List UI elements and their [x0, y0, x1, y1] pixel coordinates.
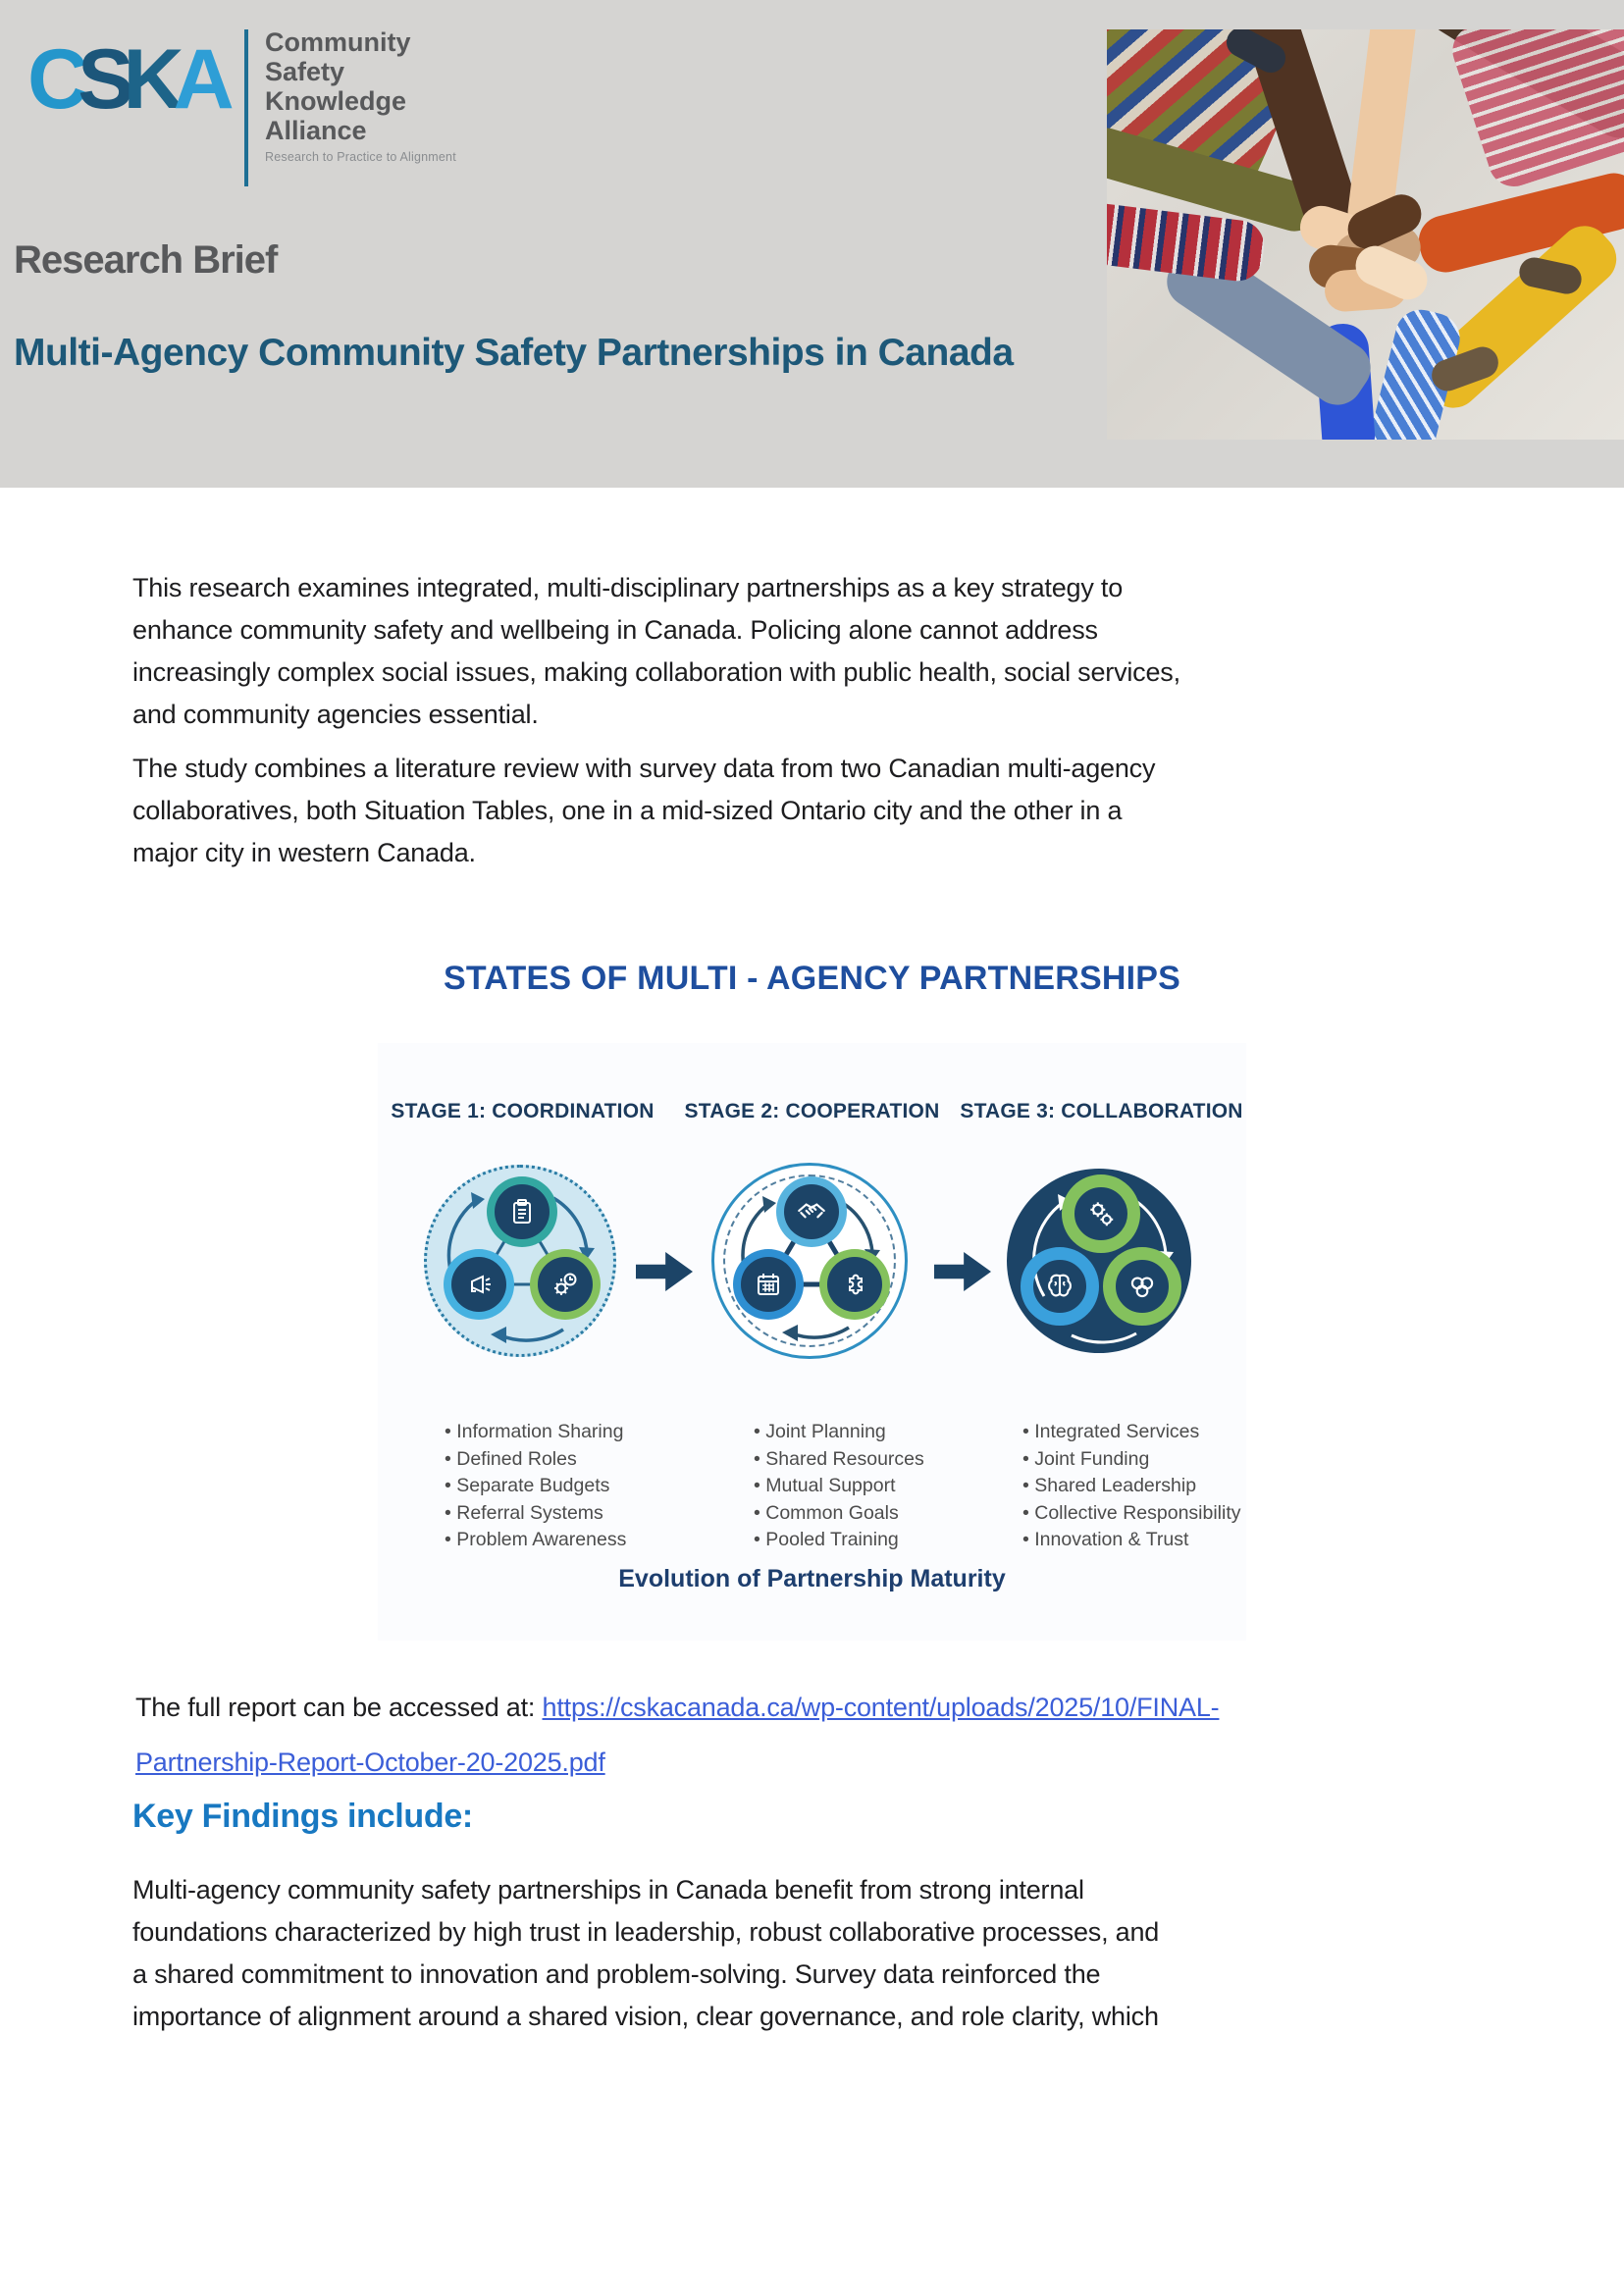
cooperation-node: [819, 1249, 890, 1320]
text-line: importance of alignment around a shared vision, clear governance, and role clarity, which: [132, 2002, 1159, 2031]
list-item: • Integrated Services: [1022, 1419, 1241, 1446]
report-link-line-2: [135, 1735, 1219, 1790]
text-line: Multi-agency community safety partnerships in Canada benefit from strong internal: [132, 1875, 1084, 1905]
text-line: The study combines a literature review with survey data from two Canadian multi-agency: [132, 754, 1156, 783]
key-findings-heading: Key Findings include:: [132, 1798, 473, 1835]
intro-paragraph-1: [132, 567, 1180, 736]
list-item: • Information Sharing: [445, 1419, 626, 1446]
cska-logo: [27, 32, 224, 127]
stage-3-list: [1022, 1419, 1241, 1554]
list-item: • Shared Resources: [754, 1446, 924, 1474]
stage-2-list: [754, 1419, 924, 1554]
org-tagline: Research to Practice to Alignment: [265, 150, 456, 164]
text-line: This research examines integrated, multi-disciplinary partnerships as a key strategy to: [132, 573, 1124, 602]
coordination-node: [487, 1176, 557, 1247]
stage-3-header: STAGE 3: COLLABORATION: [960, 1100, 1243, 1122]
photo-shirt: [1446, 29, 1624, 193]
list-item: • Innovation & Trust: [1022, 1527, 1241, 1554]
text-line: foundations characterized by high trust in leadership, robust collaborative processes, and: [132, 1917, 1160, 1947]
text-line: and community agencies essential.: [132, 700, 539, 729]
coordination-node: [530, 1249, 601, 1320]
list-item: • Defined Roles: [445, 1446, 626, 1474]
list-item: • Joint Planning: [754, 1419, 924, 1446]
logo-divider: [244, 29, 248, 186]
diagram-heading: STATES OF MULTI - AGENCY PARTNERSHIPS: [443, 960, 1181, 997]
stage-2-header: STAGE 2: COOPERATION: [684, 1100, 940, 1122]
document-type-heading: Research Brief: [14, 238, 278, 282]
logo-letter: K: [123, 32, 174, 127]
text-line: increasingly complex social issues, making collaboration with public health, social services,: [132, 657, 1180, 687]
text-line: enhance community safety and wellbeing in Canada. Policing alone cannot address: [132, 615, 1098, 645]
handshake-icon: [795, 1195, 828, 1228]
org-name-line: Community: [265, 27, 411, 57]
list-item: • Referral Systems: [445, 1500, 626, 1528]
list-item: • Shared Leadership: [1022, 1473, 1241, 1500]
page-title: Multi-Agency Community Safety Partnerships in Canada: [14, 332, 1014, 374]
org-name-line: Alliance: [265, 116, 367, 145]
brain-icon: [1043, 1270, 1076, 1303]
list-item: • Separate Budgets: [445, 1473, 626, 1500]
clipboard-icon: [506, 1196, 538, 1227]
report-url-link[interactable]: https://cskacanada.ca/wp-content/uploads/2025/10/FINAL-: [542, 1693, 1220, 1722]
text-line: a shared commitment to innovation and problem-solving. Survey data reinforced the: [132, 1959, 1101, 1989]
gears-icon: [1084, 1197, 1118, 1230]
org-name-line: Knowledge: [265, 86, 407, 116]
org-name-line: Safety: [265, 57, 345, 86]
text-line: collaboratives, both Situation Tables, one in a mid-sized Ontario city and the other in a: [132, 796, 1123, 825]
header-band: [0, 0, 1624, 488]
list-item: • Common Goals: [754, 1500, 924, 1528]
logo-letter: A: [173, 32, 224, 127]
report-link-paragraph: [135, 1680, 1219, 1790]
coordination-node: [444, 1249, 514, 1320]
list-item: • Collective Responsibility: [1022, 1500, 1241, 1528]
stage-1-list: [445, 1419, 626, 1554]
logo-letter: C: [27, 32, 79, 127]
text-line: major city in western Canada.: [132, 838, 476, 867]
linked-rings-icon: [1126, 1270, 1159, 1303]
stage-2-graphic: [704, 1153, 919, 1369]
stage-1-graphic: [414, 1153, 630, 1369]
puzzle-icon: [839, 1269, 870, 1300]
report-url-link[interactable]: Partnership-Report-October-20-2025.pdf: [135, 1748, 605, 1777]
stage-3-graphic: [993, 1153, 1209, 1369]
collaboration-node: [1062, 1174, 1140, 1253]
collaboration-node: [1103, 1247, 1181, 1326]
stage-1-header: STAGE 1: COORDINATION: [391, 1100, 655, 1122]
list-item: • Joint Funding: [1022, 1446, 1241, 1474]
team-hands-photo: [1107, 29, 1624, 440]
org-name: [265, 27, 411, 145]
intro-paragraph-2: [132, 748, 1155, 874]
partnership-stages-diagram: [378, 1043, 1246, 1641]
diagram-caption: Evolution of Partnership Maturity: [618, 1565, 1006, 1592]
cooperation-node: [733, 1249, 804, 1320]
report-link-prefix: The full report can be accessed at:: [135, 1693, 543, 1722]
list-item: • Problem Awareness: [445, 1527, 626, 1554]
list-item: • Pooled Training: [754, 1527, 924, 1554]
calendar-icon: [753, 1269, 784, 1300]
list-item: • Mutual Support: [754, 1473, 924, 1500]
gear-clock-icon: [550, 1269, 581, 1300]
megaphone-icon: [463, 1269, 495, 1300]
key-findings-paragraph: [132, 1869, 1159, 2038]
logo-letter: S: [78, 32, 124, 127]
report-link-line-1: [135, 1680, 1219, 1735]
cooperation-node: [776, 1176, 847, 1247]
collaboration-node: [1021, 1247, 1099, 1326]
